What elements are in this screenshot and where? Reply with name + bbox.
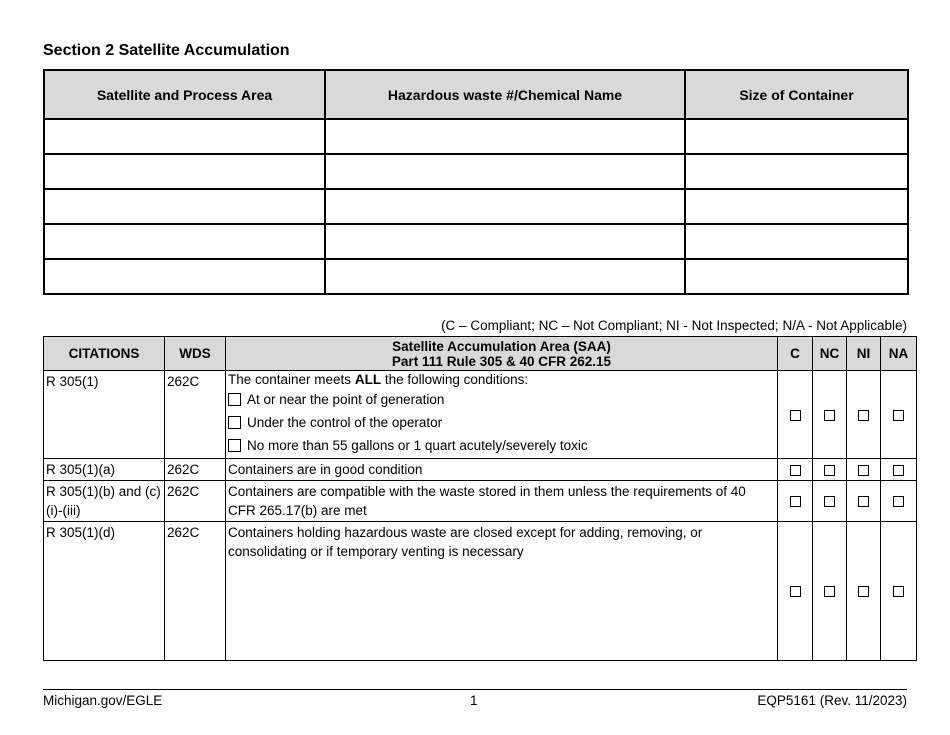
header-ni: NI [847, 337, 881, 371]
ni-checkbox[interactable] [858, 410, 869, 421]
input-cell[interactable] [44, 259, 325, 294]
condition-checkbox[interactable] [228, 393, 241, 406]
wds-cell: 262C [165, 522, 226, 661]
requirement-cell: Containers are in good condition [226, 459, 778, 481]
wds-cell: 262C [165, 371, 226, 459]
nc-cell [813, 371, 847, 459]
na-cell [881, 371, 917, 459]
header-saa-line1: Satellite Accumulation Area (SAA) [392, 338, 611, 354]
c-cell [778, 371, 813, 459]
header-nc: NC [813, 337, 847, 371]
ni-checkbox[interactable] [858, 586, 869, 597]
condition-checkbox[interactable] [228, 416, 241, 429]
nc-cell [813, 522, 847, 661]
input-cell[interactable] [685, 224, 908, 259]
header-size-of-container: Size of Container [685, 70, 908, 119]
citation-cell: R 305(1)(d) [44, 522, 165, 661]
nc-checkbox[interactable] [824, 496, 835, 507]
c-cell [778, 522, 813, 661]
saa-checklist-table [43, 336, 917, 661]
citation-cell: R 305(1)(b) and (c)(i)-(iii) [44, 481, 165, 522]
compliance-legend: (C – Compliant; NC – Not Compliant; NI - Not Inspected; N/A - Not Applicable) [441, 318, 907, 333]
ni-cell [847, 459, 881, 481]
citation-cell: R 305(1) [44, 371, 165, 459]
na-checkbox[interactable] [893, 410, 904, 421]
citation-cell: R 305(1)(a) [44, 459, 165, 481]
ni-cell [847, 522, 881, 661]
footer-divider [43, 689, 907, 690]
na-cell [881, 481, 917, 522]
input-cell[interactable] [325, 224, 685, 259]
na-checkbox[interactable] [893, 465, 904, 476]
checklist-row [44, 522, 917, 661]
wds-cell: 262C [165, 459, 226, 481]
na-cell [881, 459, 917, 481]
nc-checkbox[interactable] [824, 410, 835, 421]
requirement-text: The container meets ALL the following conditions: [228, 372, 529, 387]
nc-cell [813, 459, 847, 481]
header-citations: CITATIONS [44, 337, 165, 371]
condition-item: No more than 55 gallons or 1 quart acutely/severely toxic [228, 434, 775, 457]
ni-checkbox[interactable] [858, 465, 869, 476]
condition-checkbox[interactable] [228, 439, 241, 452]
input-cell[interactable] [44, 154, 325, 189]
input-cell[interactable] [685, 189, 908, 224]
ni-cell [847, 481, 881, 522]
nc-cell [813, 481, 847, 522]
input-cell[interactable] [685, 259, 908, 294]
wds-cell: 262C [165, 481, 226, 522]
input-cell[interactable] [44, 189, 325, 224]
input-cell[interactable] [685, 154, 908, 189]
header-saa-line2: Part 111 Rule 305 & 40 CFR 262.15 [391, 353, 612, 369]
satellite-area-table [43, 69, 909, 295]
table-row [44, 259, 908, 294]
requirement-cell: Containers are compatible with the waste stored in them unless the requirements of 40 CFR 265.17(b) are met [226, 481, 778, 522]
input-cell[interactable] [325, 189, 685, 224]
na-checkbox[interactable] [893, 586, 904, 597]
input-cell[interactable] [44, 224, 325, 259]
nc-checkbox[interactable] [824, 586, 835, 597]
c-checkbox[interactable] [790, 465, 801, 476]
c-checkbox[interactable] [790, 586, 801, 597]
header-satellite-process-area: Satellite and Process Area [44, 70, 325, 119]
header-row [44, 70, 908, 119]
ni-cell [847, 371, 881, 459]
input-cell[interactable] [44, 119, 325, 154]
checklist-row [44, 481, 917, 522]
header-c: C [778, 337, 813, 371]
na-cell [881, 522, 917, 661]
condition-item: Under the control of the operator [228, 411, 775, 434]
header-wds: WDS [165, 337, 226, 371]
nc-checkbox[interactable] [824, 465, 835, 476]
form-number: EQP5161 (Rev. 11/2023) [757, 693, 907, 708]
table-row [44, 119, 908, 154]
requirement-cell [226, 371, 778, 459]
header-hazardous-waste-chemical: Hazardous waste #/Chemical Name [325, 70, 685, 119]
c-checkbox[interactable] [790, 410, 801, 421]
ni-checkbox[interactable] [858, 496, 869, 507]
checklist-row [44, 371, 917, 459]
input-cell[interactable] [325, 119, 685, 154]
checklist-header-row [44, 337, 917, 371]
table-row [44, 189, 908, 224]
page-number: 1 [470, 693, 478, 708]
input-cell[interactable] [685, 119, 908, 154]
c-checkbox[interactable] [790, 496, 801, 507]
header-saa [226, 337, 778, 371]
condition-item: At or near the point of generation [228, 388, 775, 411]
na-checkbox[interactable] [893, 496, 904, 507]
footer-left: Michigan.gov/EGLE [43, 693, 163, 708]
table-row [44, 154, 908, 189]
input-cell[interactable] [325, 154, 685, 189]
table-row [44, 224, 908, 259]
header-na: NA [881, 337, 917, 371]
c-cell [778, 459, 813, 481]
checklist-row [44, 459, 917, 481]
requirement-cell: Containers holding hazardous waste are closed except for adding, removing, or consolidating or if temporary venting is necessary [226, 522, 778, 661]
input-cell[interactable] [325, 259, 685, 294]
c-cell [778, 481, 813, 522]
section-title: Section 2 Satellite Accumulation [43, 42, 290, 59]
